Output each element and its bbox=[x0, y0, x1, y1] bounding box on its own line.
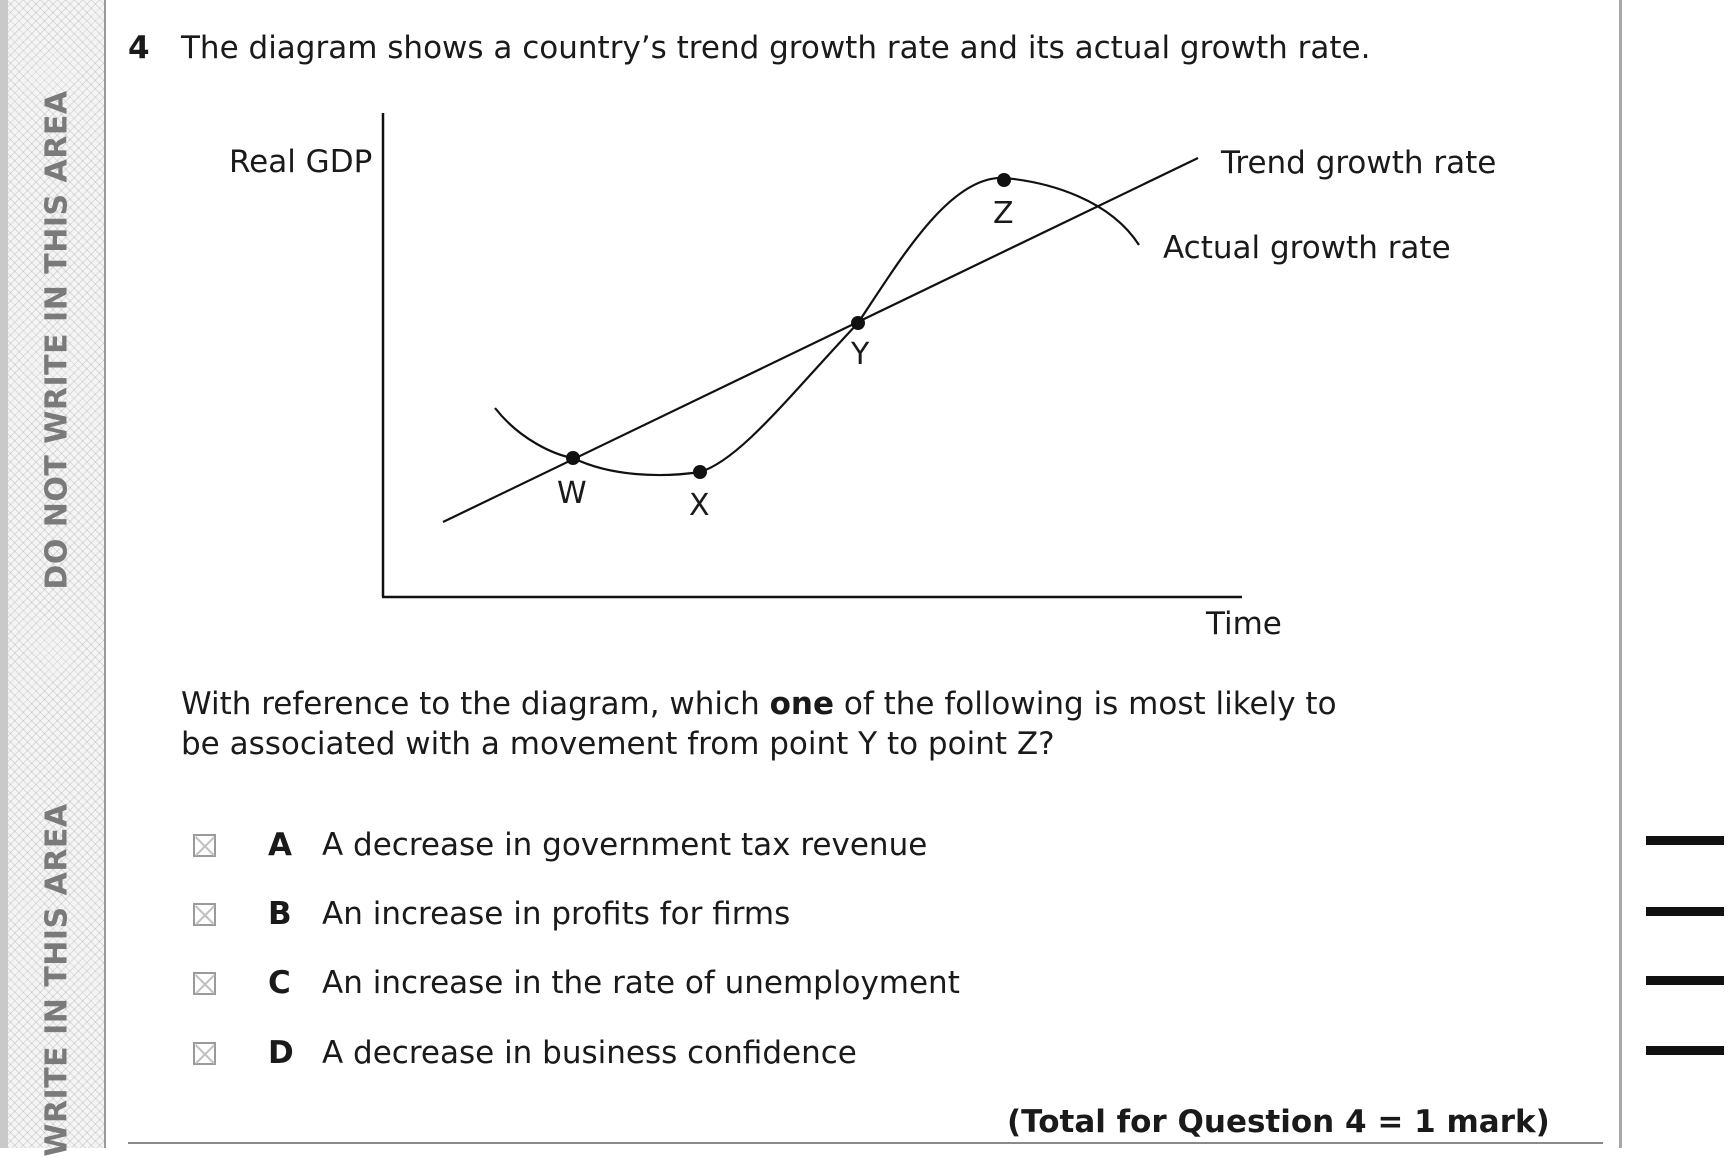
option-text-d: A decrease in business confidence bbox=[322, 1035, 857, 1071]
point-x-marker bbox=[693, 465, 707, 479]
option-a[interactable] bbox=[193, 825, 928, 865]
prompt-after: of the following is most likely to be associated with a movement from point Y to point Z? bbox=[181, 686, 1337, 762]
margin-tick-mark bbox=[1646, 976, 1724, 985]
answer-checkbox-c[interactable] bbox=[193, 972, 216, 995]
answer-checkbox-b[interactable] bbox=[193, 903, 216, 926]
margin-tick-mark bbox=[1646, 1046, 1724, 1055]
option-b[interactable] bbox=[193, 894, 791, 934]
bottom-divider bbox=[128, 1142, 1603, 1144]
option-letter-d: D bbox=[268, 1035, 294, 1071]
option-letter-a: A bbox=[268, 827, 292, 863]
margin-tick-mark bbox=[1646, 907, 1724, 916]
actual-growth-curve bbox=[495, 178, 1139, 475]
point-y-marker bbox=[851, 316, 865, 330]
point-w-label: W bbox=[557, 476, 587, 511]
prompt-bold-one: one bbox=[769, 686, 834, 722]
axes bbox=[382, 113, 1242, 597]
margin-warning-lower: WRITE IN THIS AREA bbox=[39, 803, 75, 1157]
trend-growth-line bbox=[443, 158, 1198, 522]
question-text: The diagram shows a country’s trend growth rate and its actual growth rate. bbox=[181, 30, 1371, 66]
point-z-label: Z bbox=[993, 196, 1014, 231]
point-w-marker bbox=[566, 451, 580, 465]
option-text-a: A decrease in government tax revenue bbox=[322, 827, 928, 863]
question-total-marks: (Total for Question 4 = 1 mark) bbox=[1007, 1104, 1550, 1140]
answer-checkbox-a[interactable] bbox=[193, 834, 216, 857]
trend-label: Trend growth rate bbox=[1221, 145, 1497, 181]
option-letter-c: C bbox=[268, 965, 291, 1001]
answer-checkbox-d[interactable] bbox=[193, 1042, 216, 1065]
question-number: 4 bbox=[128, 30, 150, 66]
x-axis-label: Time bbox=[1206, 606, 1282, 642]
option-letter-b: B bbox=[268, 896, 292, 932]
margin-tick-mark bbox=[1646, 836, 1724, 845]
actual-label: Actual growth rate bbox=[1163, 230, 1451, 266]
option-c[interactable] bbox=[193, 963, 960, 1003]
point-x-label: X bbox=[689, 488, 710, 523]
question-prompt bbox=[181, 684, 1381, 764]
y-axis-label: Real GDP bbox=[229, 144, 373, 180]
prompt-before: With reference to the diagram, which bbox=[181, 686, 770, 722]
option-d[interactable] bbox=[193, 1033, 857, 1073]
option-text-b: An increase in profits for firms bbox=[322, 896, 791, 932]
option-text-c: An increase in the rate of unemployment bbox=[322, 965, 960, 1001]
point-y-label: Y bbox=[851, 337, 870, 372]
point-z-marker bbox=[997, 173, 1011, 187]
margin-warning-upper: DO NOT WRITE IN THIS AREA bbox=[39, 90, 75, 590]
